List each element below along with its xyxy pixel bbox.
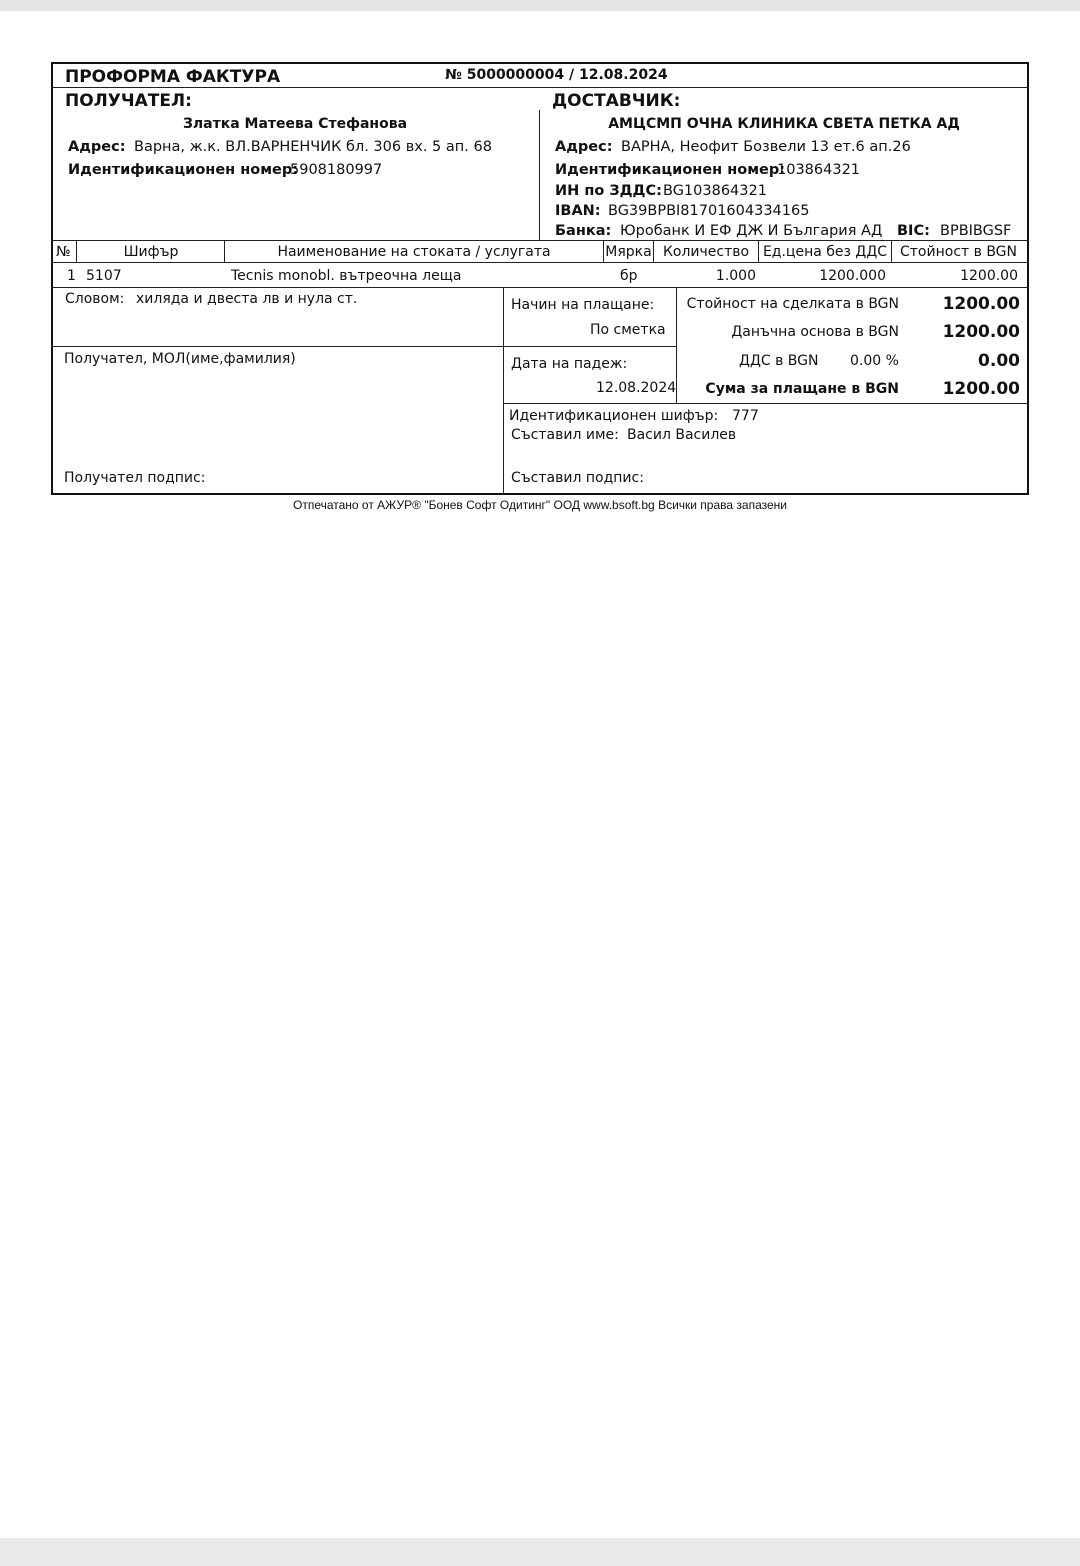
row-quantity: 1.000 (715, 268, 756, 284)
composer-id: 777 (732, 408, 759, 424)
divider (503, 287, 504, 494)
col-header-quantity: Количество (662, 244, 750, 260)
divider (503, 403, 1028, 404)
supplier-heading: ДОСТАВЧИК: (552, 91, 681, 111)
recipient-name: Златка Матеева Стефанова (182, 116, 408, 132)
divider (539, 110, 540, 241)
supplier-vat-label: ИН по ЗДДС: (555, 183, 662, 199)
divider (52, 240, 1028, 241)
vat-amount: 0.00 (978, 351, 1020, 371)
row-no: 1 (67, 268, 76, 284)
due-date: 12.08.2024 (596, 380, 677, 396)
composer-name-label: Съставил име: (511, 427, 619, 443)
supplier-bic-label: BIC: (897, 223, 930, 239)
recipient-signature-label: Получател подпис: (64, 470, 206, 486)
vat-rate: 0.00 % (850, 353, 899, 369)
amount-in-words: хиляда и двеста лв и нула ст. (136, 291, 358, 307)
supplier-name: АМЦСМП ОЧНА КЛИНИКА СВЕТА ПЕТКА АД (608, 116, 960, 132)
supplier-bank: Юробанк И ЕФ ДЖ И България АД (620, 223, 883, 239)
row-description: Tecnis monobl. вътреочна леща (231, 268, 462, 284)
payment-method-label: Начин на плащане: (511, 297, 655, 313)
supplier-iban: BG39BPBI81701604334165 (608, 203, 810, 219)
divider (76, 240, 77, 262)
tax-base: 1200.00 (942, 322, 1020, 342)
col-header-description: Наименование на стоката / услугата (277, 244, 551, 260)
col-header-code: Шифър (123, 244, 179, 260)
divider (52, 287, 1028, 288)
divider (224, 240, 225, 262)
total-due-label: Сума за плащане в BGN (705, 381, 899, 397)
deal-value-label: Стойност на сделката в BGN (686, 296, 899, 312)
invoice-number-date: № 5000000004 / 12.08.2024 (445, 67, 668, 83)
amount-in-words-label: Словом: (65, 291, 125, 307)
composer-name: Васил Василев (627, 427, 737, 443)
invoice-title: ПРОФОРМА ФАКТУРА (65, 67, 281, 87)
payment-method: По сметка (590, 322, 666, 338)
bottom-bar (0, 1538, 1080, 1566)
printed-by-footer: Отпечатано от АЖУР® "Бонев Софт Одитинг" ООД www.bsoft.bg Всички права запазени (293, 498, 787, 512)
supplier-vat: BG103864321 (663, 183, 767, 199)
recipient-id-label: Идентификационен номер: (68, 162, 299, 178)
composer-id-label: Идентификационен шифър: (509, 408, 719, 424)
total-due: 1200.00 (942, 379, 1020, 399)
row-code: 5107 (86, 268, 122, 284)
row-value: 1200.00 (960, 268, 1018, 284)
col-header-value: Стойност в BGN (900, 244, 1017, 260)
supplier-bic: BPBIBGSF (940, 223, 1012, 239)
vat-label: ДДС в BGN (739, 353, 819, 369)
recipient-heading: ПОЛУЧАТЕЛ: (65, 91, 192, 111)
row-unit-price: 1200.000 (819, 268, 886, 284)
supplier-bank-label: Банка: (555, 223, 612, 239)
divider (52, 346, 676, 347)
composer-signature-label: Съставил подпис: (511, 470, 644, 486)
recipient-mol-label: Получател, МОЛ(име,фамилия) (64, 351, 296, 367)
supplier-iban-label: IBAN: (555, 203, 601, 219)
supplier-id: 103864321 (777, 162, 861, 178)
top-bar (0, 0, 1080, 11)
row-unit: бр (620, 268, 638, 284)
col-header-no: № (56, 244, 71, 260)
divider (52, 262, 1028, 263)
col-header-unit-price: Ед.цена без ДДС (762, 244, 888, 260)
col-header-unit: Мярка (605, 244, 652, 260)
recipient-id: 5908180997 (290, 162, 383, 178)
deal-value: 1200.00 (942, 294, 1020, 314)
recipient-address-label: Адрес: (68, 139, 126, 155)
supplier-address: ВАРНА, Неофит Бозвели 13 ет.6 ап.26 (621, 139, 911, 155)
divider (52, 87, 1028, 88)
recipient-address: Варна, ж.к. ВЛ.ВАРНЕНЧИК бл. 306 вх. 5 ап. 68 (134, 139, 492, 155)
supplier-address-label: Адрес: (555, 139, 613, 155)
supplier-id-label: Идентификационен номер: (555, 162, 786, 178)
due-date-label: Дата на падеж: (511, 356, 628, 372)
tax-base-label: Данъчна основа в BGN (731, 324, 899, 340)
